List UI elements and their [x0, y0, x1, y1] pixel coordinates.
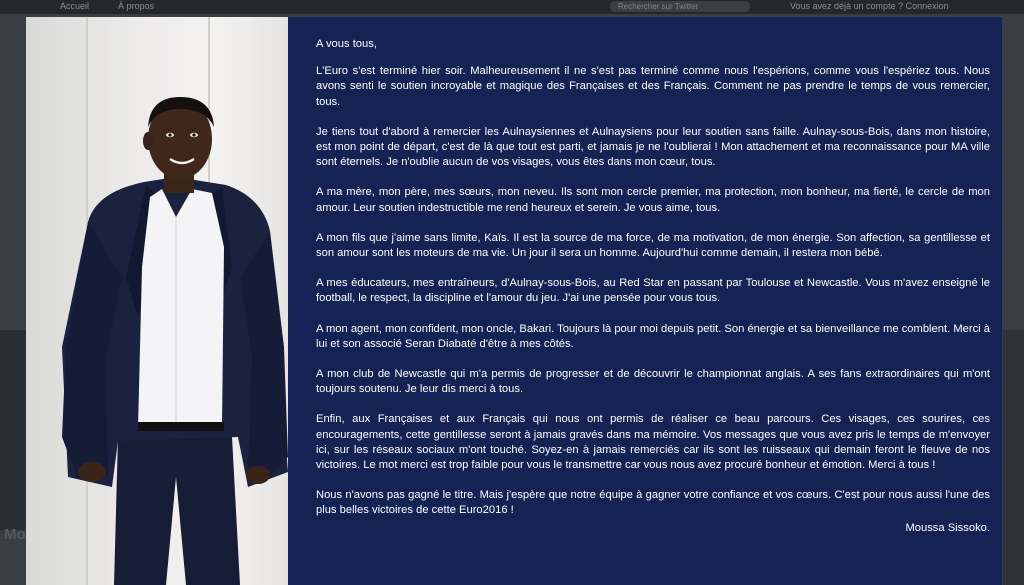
letter-paragraph-family: A ma mère, mon père, mes sœurs, mon neveu. Ils sont mon cercle premier, ma protection, mon bonheur, ma fierté, le cercle de mon amour. Leur soutien indestructible me rend heureux et serein. Je vous aime, tous.: [316, 186, 990, 214]
letter-greeting: A vous tous,: [316, 38, 377, 50]
twitter-topbar: [0, 0, 1024, 14]
letter-paragraph-closing: Nous n'avons pas gagné le titre. Mais j'espère que notre équipe à gagner votre confiance et vos cœurs. C'est pour nous aussi l'une des plus belles victoires de cette Euro2016 !: [316, 489, 990, 517]
letter-signature: Moussa Sissoko.: [905, 521, 990, 534]
player-photo: [26, 17, 294, 585]
home-link[interactable]: Accueil: [60, 1, 90, 11]
login-link[interactable]: Vous avez déjà un compte ? Connexion: [790, 1, 949, 11]
letter-paragraph-newcastle: A mon club de Newcastle qui m'a permis de progresser et de découvrir le championnat anglais. A ses fans extraordinaires qui m'ont toujours soutenu. Je leur dis merci à tous.: [316, 368, 990, 396]
man-in-navy-suit-icon: [26, 17, 294, 585]
letter-panel: [288, 17, 1002, 585]
background-card-right: [1003, 330, 1024, 585]
letter-paragraph-coaches: A mes éducateurs, mes entraîneurs, d'Aulnay-sous-Bois, au Red Star en passant par Toulouse et Newcastle. Vous m'avez enseigné le football, le respect, la discipline et l'amour du jeu. J'ai une pensée pour vous tous.: [316, 277, 990, 305]
letter-paragraph-euro: L'Euro s'est terminé hier soir. Malheureusement il ne s'est pas terminé comme nous l'espérions, comme vous l'espériez tous. Nous avons senti le soutien incroyable et magique des Françaises et des Français. Comment ne pas prendre le temps de vous remercier, tous.: [316, 65, 990, 108]
about-link[interactable]: À propos: [118, 1, 155, 11]
background-card-left: [0, 330, 26, 530]
letter-paragraph-son: A mon fils que j'aime sans limite, Kaïs. Il est la source de ma force, de ma motivation, de mon énergie. Son affection, sa gentillesse et son amour sont les moteurs de ma vie. Un jour il sera un homme. Aujourd'hui comme demain, il restera mon bébé.: [316, 231, 990, 260]
letter-paragraph-fans: Enfin, aux Françaises et aux Français qui nous ont permis de réaliser ce beau parcours. Ces visages, ces sourires, ces encouragements, cette gentillesse seront à jamais gravés dans ma mémoire. Vos messages que vous avez pris le temps de m'envoyer ici, sur les réseaux sociaux m'ont touché. Soyez-en à jamais remerciés car ils sont les ruisseaux qui demain feront le fleuve de nos victoires. Le mot merci est trop faible pour vous le transmettre car vous nous avez procuré bonheur et émotion. Merci à tous !: [316, 413, 990, 472]
background-card-text: Mo: [4, 526, 26, 543]
search-input[interactable]: Rechercher sur Twitter: [610, 1, 750, 12]
letter-paragraph-aulnay: Je tiens tout d'abord à remercier les Aulnaysiennes et Aulnaysiens pour leur soutien sans faille. Aulnay-sous-Bois, dans mon histoire, est mon point de départ, c'est de là que tout est parti, et jamais je ne l'oublierai ! Mon attachement et ma reconnaissance pour MA ville sont éternels. Je n'oublie aucun de vos visages, vous êtes dans mon cœur, tous.: [316, 125, 990, 169]
letter-paragraph-agent: A mon agent, mon confident, mon oncle, Bakari. Toujours là pour moi depuis petit. Son énergie et sa bienveillance me comblent. Merci à lui et son associé Seran Diabaté d'être à mes côtés.: [316, 322, 990, 350]
